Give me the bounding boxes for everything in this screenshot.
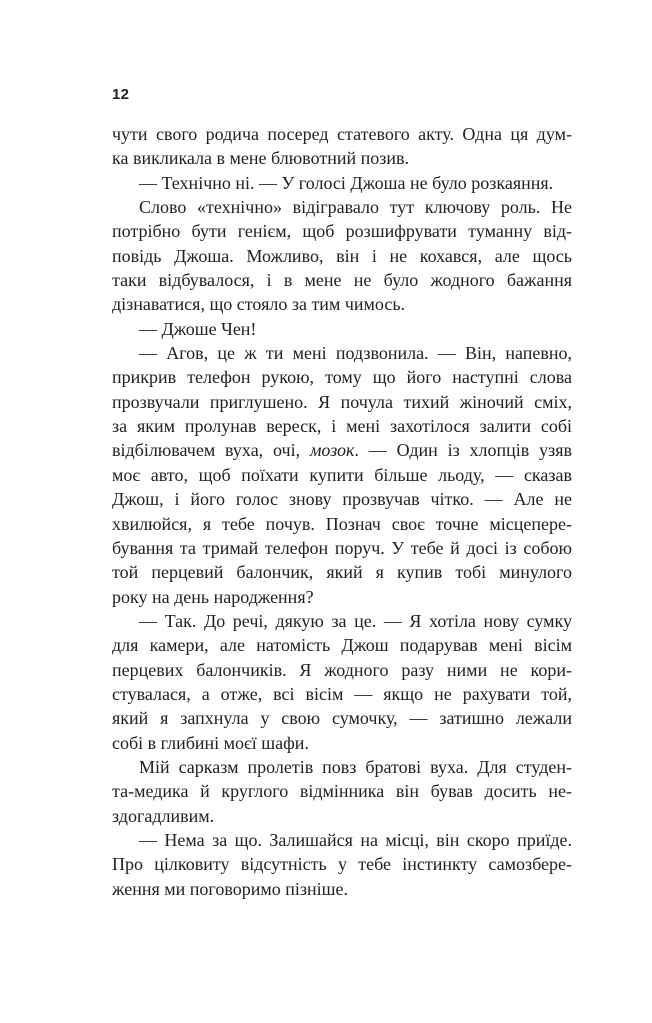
text-line: — Нема за що. Залишайся на місці, він скоро приїде. (139, 829, 572, 850)
page-number: 12 (112, 86, 130, 103)
text-line: Мій сарказм пролетів повз братові вуха. Для студен- (139, 756, 572, 777)
paragraph (112, 341, 572, 609)
text-line: стувалася, а отже, всі вісім — якщо не рахувати той, (112, 683, 572, 704)
text-line: Слово «технічно» відігравало тут ключову роль. Не (139, 197, 572, 218)
text-line: прозвучали приглушено. Я почула тихий жіночий сміх, (112, 391, 572, 412)
text-block (112, 122, 572, 901)
text-line: ження ми поговоримо пізніше. (112, 878, 348, 899)
paragraph (112, 828, 572, 901)
paragraph (112, 195, 572, 317)
text-line: таки відбувалося, і в мене не було жодного бажання (112, 270, 572, 291)
text-line: прикрив телефон рукою, тому що його наступні слова (112, 367, 572, 388)
text-line: здогадливим. (112, 805, 215, 826)
text-line: — Агов, це ж ти мені подзвонила. — Він, напевно, (139, 343, 572, 364)
text-line: та-медика й круглого відмінника він бував досить не- (112, 781, 572, 802)
text-line: року на день народження? (112, 586, 314, 607)
text-line: хвилюйся, я тебе почув. Познач своє точне місцепере- (112, 513, 572, 534)
text-line: ка викликала в мене блювотний позив. (112, 148, 409, 169)
text-line: той перцевий балончик, який я купив тобі минулого (112, 562, 572, 583)
text-line: — Технічно ні. — У голосі Джоша не було розкаяння. (139, 172, 554, 193)
text-line: Джош, і його голос знову прозвучав чітко. — Але не (112, 489, 572, 510)
text-line: для камери, але натомість Джош подарував мені вісім (112, 635, 572, 656)
text-line: повідь Джоша. Можливо, він і не кохався, але щось (112, 245, 572, 266)
text-line: бування та тримай телефон поруч. У тебе й досі із собою (112, 537, 572, 558)
text-line: моє авто, щоб поїхати купити більше льоду, — сказав (112, 464, 572, 485)
text-line: чути свого родича посеред статевого акту. Одна ця дум- (112, 124, 572, 144)
text-line: дізнаватися, що стояло за тим чимось. (112, 294, 406, 315)
text-line: відбілювачем вуха, очі, мозок. — Один із хлопців узяв (112, 440, 572, 461)
text-line: потрібно бути генієм, щоб розшифрувати туманну від- (112, 221, 572, 242)
text-line: за яким пролунав вереск, і мені захотілося залити собі (112, 416, 572, 437)
text-line: який я запхнула у свою сумочку, — затишно лежали (112, 708, 572, 729)
text-line: — Джоше Чен! (139, 318, 257, 339)
paragraph (112, 609, 572, 755)
paragraph (112, 755, 572, 828)
text-line: собі в глибині моєї шафи. (112, 732, 309, 753)
paragraph (112, 171, 572, 195)
text-line: Про цілковиту відсутність у тебе інстинкту самозбере- (112, 854, 572, 875)
text-line: — Так. До речі, дякую за це. — Я хотіла нову сумку (139, 610, 572, 631)
text-line: перцевих балончиків. Я жодного разу ними не кори- (112, 659, 572, 680)
paragraph (112, 317, 572, 341)
paragraph (112, 122, 572, 171)
